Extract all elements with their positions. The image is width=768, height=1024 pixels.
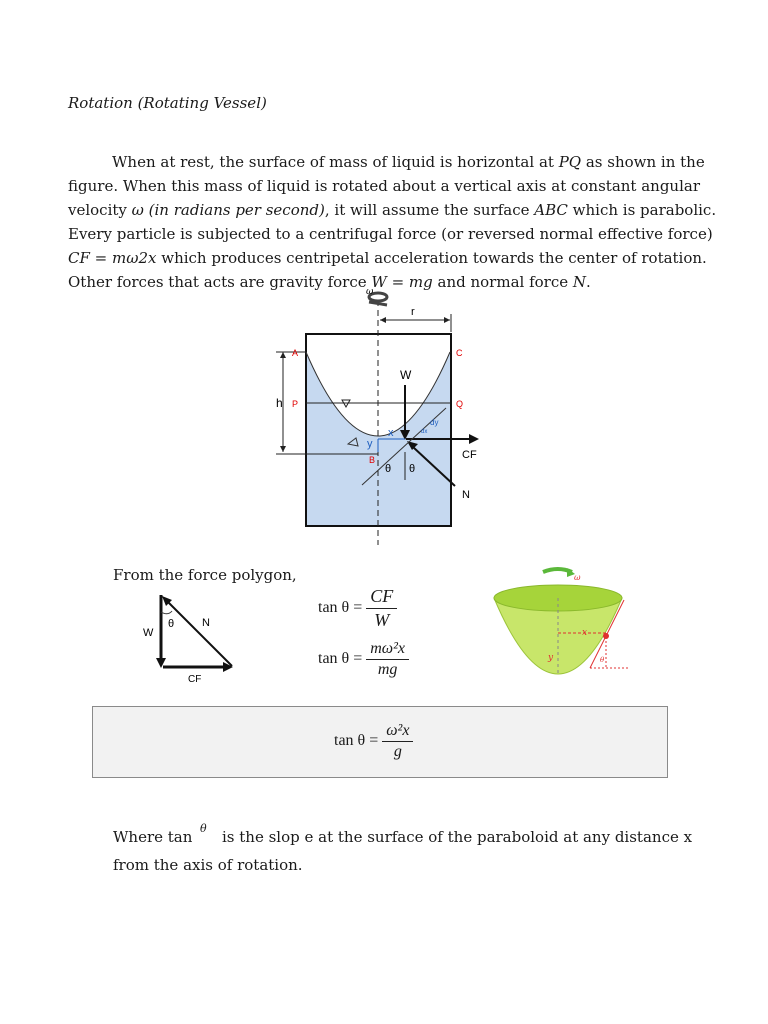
triangle-theta-label: θ <box>168 618 175 630</box>
r-label: r <box>411 306 415 318</box>
bowl-x-label: x <box>582 628 588 638</box>
theta-label-left: θ <box>385 463 392 475</box>
equation-tan-cf-w: tan θ = $\frac{CF}{W}$ <box>318 586 397 631</box>
point-c-label: C <box>456 348 463 358</box>
point-b-label: B <box>369 455 376 465</box>
paraboloid-bowl-figure <box>488 562 638 682</box>
point-q-label: Q <box>456 399 464 409</box>
para-line-5: CF = mω2x which produces centripetal acceleration towards the center of rotation. <box>68 249 707 267</box>
triangle-n-side <box>168 602 232 666</box>
triangle-cf-label: CF <box>188 674 202 685</box>
point-p-label: P <box>292 399 299 409</box>
para-line-1: When at rest, the surface of mass of liquid is horizontal at PQ as shown in the <box>112 153 705 171</box>
force-polygon-caption: From the force polygon, <box>113 566 297 584</box>
closing-theta-symbol: θ <box>200 822 207 835</box>
bowl-theta-label: θ <box>600 656 605 664</box>
bowl-y-label: y <box>548 653 554 663</box>
force-triangle-figure <box>140 590 240 685</box>
dx-label: dx <box>421 429 428 435</box>
equation-tan-w2x-g: tan θ = $\frac{\text{ω²x}}{g}$ <box>334 722 413 761</box>
theta-label-right: θ <box>409 463 416 475</box>
para-line-6: Other forces that acts are gravity force W = mg and normal force N. <box>68 273 591 291</box>
para-line-2: figure. When this mass of liquid is rotated about a vertical axis at constant angular <box>68 177 700 195</box>
equation-tan-mw2x-mg: tan θ = $\frac{\text{mω²x}}{mg}$ <box>318 640 409 679</box>
closing-text-line2: from the axis of rotation. <box>113 856 303 874</box>
closing-text-end: is the slop e at the surface of the paraboloid at any distance x <box>222 828 693 846</box>
para-line-3: velocity ω (in radians per second), it will assume the surface ABC which is parabolic. <box>68 201 717 219</box>
dy-label: dy <box>430 418 439 427</box>
x-label: x <box>388 427 394 439</box>
bowl-omega-label: ω <box>574 573 581 582</box>
triangle-n-label: N <box>202 617 210 629</box>
y-label: y <box>367 438 373 450</box>
point-a-label: A <box>292 348 299 358</box>
n-label: N <box>462 489 470 501</box>
rotating-vessel-figure <box>260 282 500 547</box>
omega-label: ω <box>366 287 374 297</box>
h-label: h <box>276 396 283 410</box>
para-line-4: Every particle is subjected to a centrifugal force (or reversed normal effective force) <box>68 225 713 243</box>
w-label: W <box>400 368 412 382</box>
section-title: Rotation (Rotating Vessel) <box>68 94 267 112</box>
cf-label: CF <box>462 449 477 461</box>
closing-text-start: Where tan <box>113 828 193 846</box>
intro-paragraph <box>68 150 717 294</box>
triangle-w-label: W <box>143 627 154 639</box>
bowl-particle-marker <box>603 633 609 639</box>
